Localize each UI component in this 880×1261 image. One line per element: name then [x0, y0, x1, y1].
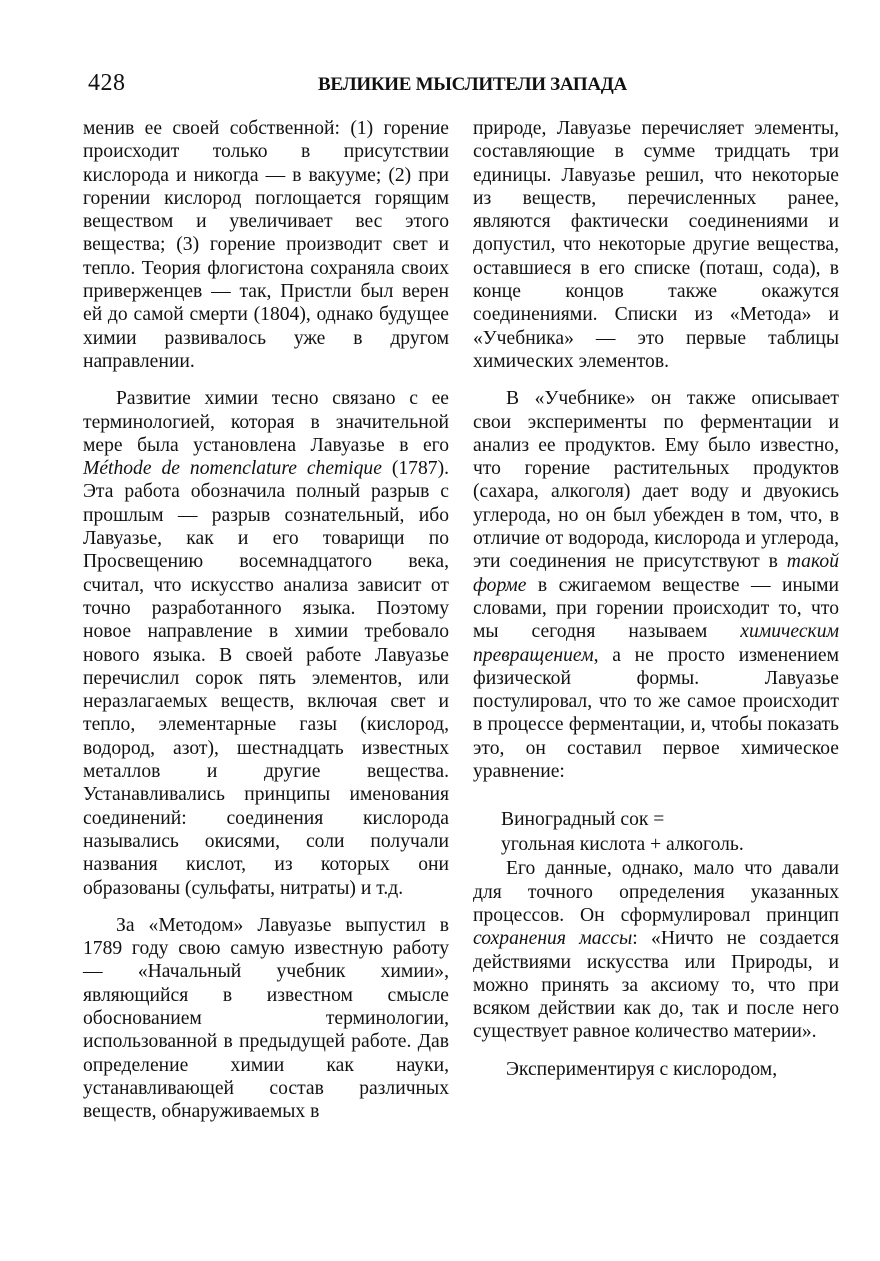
right-column [473, 117, 839, 1081]
left-paragraph-2-text-a: Развитие химии тесно связано с ее терминологией, которая в значительной мере была установлена Лавуазье в его [83, 388, 449, 456]
right-paragraph-3-text-b: : «Ничто не создается действиями искусства или Природы, и можно принять за аксиому то, что при всяком действии как до, так и после него существует равное количество материи». [473, 928, 840, 1043]
right-paragraph-3-text-a: Его данные, однако, мало что давали для точного определения указанных процессов. Он сформулировал принцип [473, 858, 839, 926]
right-paragraph-4: Экспериментируя с кислородом, [506, 1058, 778, 1080]
right-paragraph-2-text-a: В «Учебнике» он также описывает свои эксперименты по ферментации и анализ ее продуктов. Ему было известно, что горение растительных продуктов (сахара, алкоголя) дает воду и двуокись углерода, но он был убежден в том, что, в отличие от водорода, кислорода и углерода, эти соединения не присутствуют в [473, 388, 839, 573]
emphasis-such-form: такой форме [473, 551, 839, 596]
right-paragraph-1: природе, Лавуазье перечисляет элементы, составляющие в сумме тридцать три единицы. Лавуазье решил, что некоторые из веществ, перечисленных ранее, являются фактически соединениями и допустил, что некоторые другие вещества, оставшиеся в его списке (поташ, сода), в конце концов также окажутся соединениями. Списки из «Метода» и «Учебника» — это первые таблицы химических элементов. [473, 118, 839, 372]
running-title: ВЕЛИКИЕ МЫСЛИТЕЛИ ЗАПАДА [318, 74, 627, 95]
book-title-methode: Méthode de nomenclature chemique [83, 458, 382, 480]
left-paragraph-1: менив ее своей собственной: (1) горение происходит только в присутствии кислорода и никогда — в вакууме; (2) при горении кислород поглощается горящим веществом и увеличивает вес этого вещества; (3) горение производит свет и тепло. Теория флогистона сохраняла своих приверженцев — так, Пристли был верен ей до самой смерти (1804), однако будущее химии развивалось уже в другом направлении. [83, 118, 449, 372]
page-header [88, 66, 838, 106]
chemical-equation [501, 807, 839, 857]
emphasis-conservation-of-mass: сохранения массы [473, 928, 633, 950]
equation-line-1: Виноградный сок = [501, 809, 665, 831]
left-paragraph-2-text-b: (1787). Эта работа обозначила полный разрыв с прошлым — разрыв сознательный, ибо Лавуазье, как и его товарищи по Просвещению восемнадцатого века, считал, что искусство анализа зависит от точно разработанного языка. Поэтому новое направление в химии требовало нового языка. В своей работе Лавуазье перечислил сорок пять элементов, или неразлагаемых веществ, включая свет и тепло, элементарные газы (кислород, водород, азот), шестнадцать известных металлов и другие вещества. Устанавливались принципы именования соединений: соединения кислорода назывались окисями, соли получали названия кислот, из которых они образованы (сульфаты, нитраты) и т.д. [83, 458, 449, 899]
right-paragraph-2-text-b: в сжигаемом веществе — иными словами, при горении происходит то, что мы сегодня называем [473, 574, 839, 643]
emphasis-chemical-transformation: химическим превращением [473, 621, 839, 666]
right-paragraph-2 [473, 387, 839, 783]
left-paragraph-3: За «Методом» Лавуазье выпустил в 1789 году свою самую известную работу — «Начальный учебник химии», являющийся в известном смысле обоснованием терминологии, использованной в предыдущей работе. Дав определение химии как науки, устанавливающей состав различных веществ, обнаруживаемых в [83, 914, 449, 1123]
page-number: 428 [88, 70, 126, 96]
equation-line-2: угольная кислота + алкоголь. [501, 834, 744, 856]
left-column [83, 117, 449, 1123]
left-paragraph-2 [83, 387, 449, 900]
right-paragraph-2-text-c: , а не просто изменением физической формы. Лавуазье постулировал, что то же самое происходит в процессе ферментации, и, чтобы показать это, он составил первое химическое уравнение: [473, 644, 839, 783]
right-paragraph-3 [473, 857, 839, 1043]
